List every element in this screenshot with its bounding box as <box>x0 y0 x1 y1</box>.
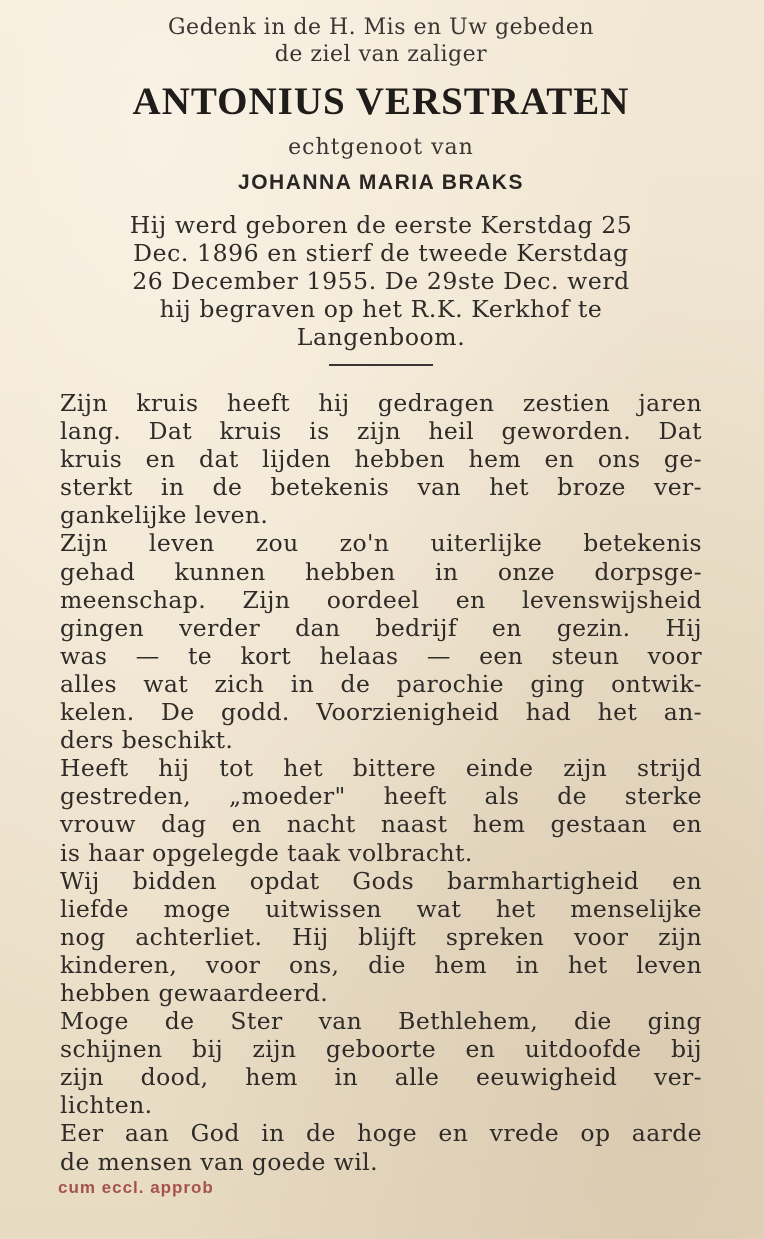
text-line: schijnen bij zijn geboorte en uitdoofde bij <box>60 1035 702 1064</box>
spouse-name: JOHANNA MARIA BRAKS <box>238 171 524 194</box>
divider <box>329 364 433 366</box>
text-line: gehad kunnen hebben in onze dorpsge- <box>60 557 702 586</box>
biography <box>60 211 702 351</box>
text-line: lang. Dat kruis is zijn heil geworden. Dat <box>60 417 702 446</box>
text-line: Wij bidden opdat Gods barmhartigheid en <box>60 866 702 895</box>
text-line: sterkt in de betekenis van het broze ver- <box>60 473 702 502</box>
text-line: Moge de Ster van Bethlehem, die ging <box>60 1007 702 1036</box>
text-line: kelen. De godd. Voorzienigheid had het an- <box>60 698 702 727</box>
memorial-text <box>60 389 702 1176</box>
bio-line: Dec. 1896 en stierf de tweede Kerstdag <box>133 239 629 267</box>
text-line: was — te kort helaas — een steun voor <box>60 641 702 670</box>
intro-line-1: Gedenk in de H. Mis en Uw gebeden <box>167 15 595 40</box>
bio-line: Hij werd geboren de eerste Kerstdag 25 <box>129 211 633 239</box>
text-line: Zijn leven zou zo'n uiterlijke betekenis <box>60 529 702 558</box>
text-line: is haar opgelegde taak volbracht. <box>60 838 473 867</box>
intro-line-2: de ziel van zaliger <box>274 42 488 67</box>
deceased-name: ANTONIUS VERSTRATEN <box>132 80 630 123</box>
text-line: meenschap. Zijn oordeel en levenswijsheid <box>60 585 702 614</box>
text-line: vrouw dag en nacht naast hem gestaan en <box>60 810 702 839</box>
text-line: nog achterliet. Hij blijft spreken voor zijn <box>60 922 702 951</box>
spouse-label: echtgenoot van <box>288 135 474 160</box>
text-line: kruis en dat lijden hebben hem en ons ge- <box>60 445 702 474</box>
bio-line: hij begraven op het R.K. Kerkhof te <box>159 295 603 323</box>
approbation-stamp: cum eccl. approb <box>58 1178 214 1197</box>
text-line: Eer aan God in de hoge en vrede op aarde <box>60 1119 702 1148</box>
text-line: gingen verder dan bedrijf en gezin. Hij <box>60 613 702 642</box>
text-line: kinderen, voor ons, die hem in het leven <box>60 950 702 979</box>
text-line: de mensen van goede wil. <box>60 1147 378 1176</box>
text-line: ders beschikt. <box>60 726 234 755</box>
text-line: hebben gewaardeerd. <box>60 978 329 1007</box>
text-line: gankelijke leven. <box>60 501 269 530</box>
text-line: Zijn kruis heeft hij gedragen zestien jaren <box>60 389 702 417</box>
text-line: alles wat zich in de parochie ging ontwik- <box>60 669 702 698</box>
text-line: lichten. <box>60 1091 153 1120</box>
intro-text <box>60 14 702 68</box>
text-line: liefde moge uitwissen wat het menselijke <box>60 894 702 923</box>
text-line: Heeft hij tot het bittere einde zijn strijd <box>60 754 702 783</box>
text-line: gestreden, „moeder" heeft als de sterke <box>60 782 702 811</box>
text-line: zijn dood, hem in alle eeuwigheid ver- <box>60 1063 702 1092</box>
bio-line: Langenboom. <box>296 323 466 351</box>
bio-line: 26 December 1955. De 29ste Dec. werd <box>132 267 630 295</box>
